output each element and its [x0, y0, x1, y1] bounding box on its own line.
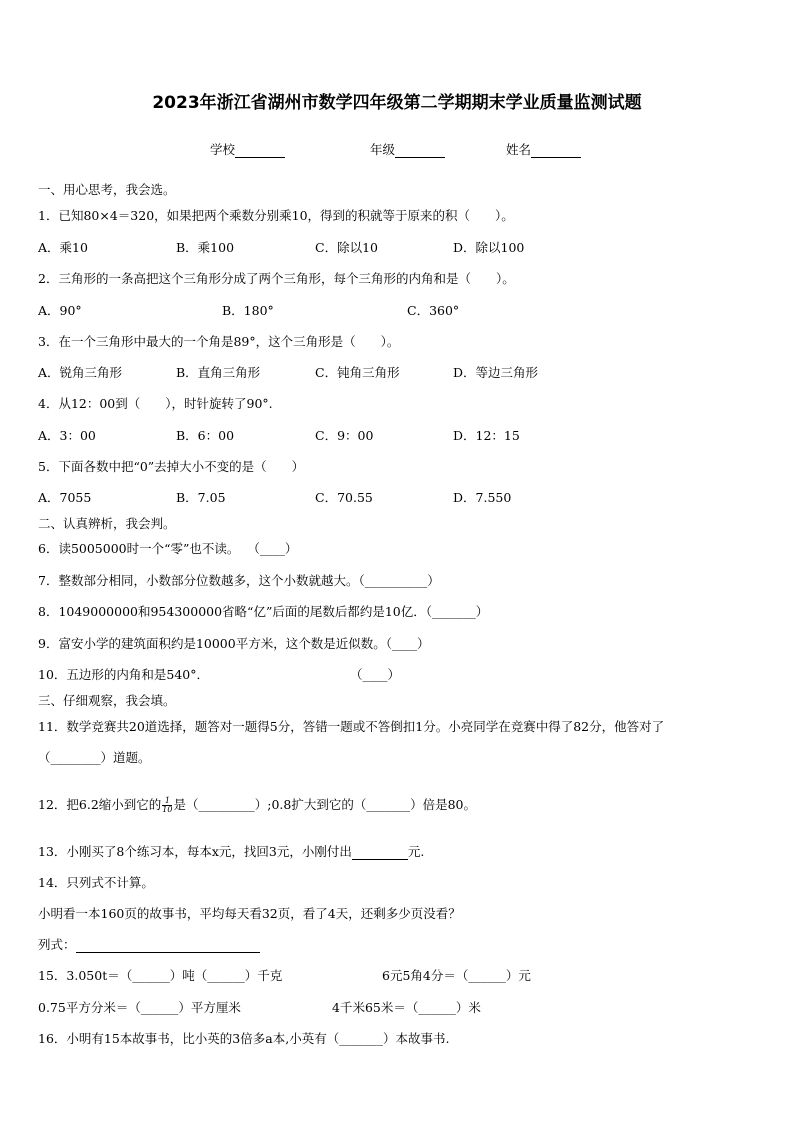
q13-post: 元.	[407, 844, 425, 859]
grade-blank[interactable]	[395, 143, 445, 158]
page-title: 2023年浙江省湖州市数学四年级第二学期期末学业质量监测试题	[152, 93, 642, 113]
school-label: 学校	[210, 142, 236, 157]
question-15-c[interactable]: 0.75平方分米＝（______）平方厘米	[38, 1000, 241, 1015]
q3-option-d[interactable]: D．等边三角形	[453, 365, 539, 380]
q2-option-c[interactable]: C．360°	[407, 303, 460, 318]
fraction-numerator: 1	[162, 797, 172, 806]
q5-option-d[interactable]: D．7.550	[453, 490, 512, 505]
question-8	[38, 604, 488, 620]
question-6	[38, 541, 297, 557]
q8-answer-blank[interactable]: （_______）	[425, 604, 489, 619]
school-blank[interactable]	[235, 143, 285, 158]
question-14: 14．只列式不计算。	[38, 875, 154, 890]
section-heading-choice: 一、用心思考，我会选。	[38, 182, 176, 197]
q2-option-b[interactable]: B．180°	[222, 303, 274, 318]
grade-field	[370, 140, 445, 158]
q6-text: 6．读5005000时一个“零”也不读。	[38, 541, 240, 556]
fraction-denominator: 10	[162, 805, 173, 814]
q4-option-c[interactable]: C．9：00	[315, 428, 374, 443]
question-10: 10．五边形的内角和是540°．	[38, 667, 210, 682]
question-1: 1．已知80×4＝320，如果把两个乘数分别乘10，得到的积就等于原来的积（ ）。	[38, 208, 514, 223]
q13-pre: 13．小刚买了8个练习本，每本x元，找回3元，小刚付出	[38, 844, 352, 859]
q5-option-c[interactable]: C．70.55	[315, 490, 373, 505]
q1-option-c[interactable]: C．除以10	[315, 240, 378, 255]
q9-answer-blank[interactable]: （____）	[385, 636, 430, 651]
grade-label: 年级	[370, 142, 396, 157]
question-15-a[interactable]: 15．3.050t＝（______）吨（______）千克	[38, 968, 283, 983]
q3-option-b[interactable]: B．直角三角形	[176, 365, 261, 380]
q5-option-b[interactable]: B．7.05	[176, 490, 226, 505]
q4-option-a[interactable]: A．3：00	[38, 428, 96, 443]
section-heading-fill: 三、仔细观察，我会填。	[38, 693, 176, 708]
q4-option-d[interactable]: D．12：15	[453, 428, 520, 443]
fraction-one-tenth	[162, 797, 172, 814]
question-7	[38, 573, 440, 589]
question-2: 2．三角形的一条高把这个三角形分成了两个三角形，每个三角形的内角和是（ ）。	[38, 271, 515, 286]
question-12	[38, 797, 476, 814]
question-9	[38, 636, 429, 652]
name-blank[interactable]	[531, 143, 581, 158]
q13-answer-blank[interactable]	[352, 845, 408, 860]
question-14-problem: 小明看一本160页的故事书，平均每天看32页，看了4天，还剩多少页没看？	[38, 906, 461, 921]
q3-option-c[interactable]: C．钝角三角形	[315, 365, 400, 380]
q5-option-a[interactable]: A．7055	[38, 490, 92, 505]
question-14-answer	[38, 937, 260, 953]
section-heading-judge: 二、认真辨析，我会判。	[38, 516, 176, 531]
question-15-b[interactable]: 6元5角4分＝（______）元	[382, 968, 531, 983]
q10-answer-blank[interactable]: （____）	[350, 667, 401, 682]
question-3: 3．在一个三角形中最大的一个角是89°，这个三角形是（ ）。	[38, 334, 400, 349]
q14-answer-blank[interactable]	[76, 938, 260, 953]
q1-option-d[interactable]: D．除以100	[453, 240, 525, 255]
q12-post[interactable]: 是（_________）;0.8扩大到它的（_______）倍是80。	[173, 797, 476, 812]
question-11-line-1: 11．数学竞赛共20道选择，题答对一题得5分，答错一题或不答倒扣1分。小亮同学在竞赛中得了82分，他答对了	[38, 719, 665, 734]
q1-option-b[interactable]: B．乘100	[176, 240, 235, 255]
q2-option-a[interactable]: A．90°	[38, 303, 82, 318]
q3-option-a[interactable]: A．锐角三角形	[38, 365, 123, 380]
q7-text: 7．整数部分相同，小数部分位数越多，这个小数就越大。	[38, 573, 359, 588]
name-field	[506, 140, 581, 158]
question-11-line-2[interactable]: （________）道题。	[38, 750, 151, 765]
q8-text: 8．1049000000和954300000省略“亿”后面的尾数后都约是10亿．	[38, 604, 426, 619]
q14-answer-label: 列式：	[38, 937, 76, 952]
question-13	[38, 844, 424, 860]
q6-answer-blank[interactable]: （____）	[247, 541, 298, 556]
q1-option-a[interactable]: A．乘10	[38, 240, 88, 255]
name-label: 姓名	[506, 142, 532, 157]
question-15-d[interactable]: 4千米65米＝（______）米	[332, 1000, 481, 1015]
school-field	[210, 140, 285, 158]
question-4: 4．从12：00到（ ），时针旋转了90°.	[38, 396, 273, 411]
student-info-row	[210, 140, 630, 160]
q4-option-b[interactable]: B．6：00	[176, 428, 235, 443]
question-5: 5．下面各数中把“0”去掉大小不变的是（ ）	[38, 459, 305, 474]
q7-answer-blank[interactable]: （__________）	[358, 573, 440, 588]
question-16[interactable]: 16．小明有15本故事书，比小英的3倍多a本,小英有（_______）本故事书.	[38, 1031, 450, 1046]
q9-text: 9．富安小学的建筑面积约是10000平方米，这个数是近似数。	[38, 636, 386, 651]
q12-pre: 12．把6.2缩小到它的	[38, 797, 162, 812]
